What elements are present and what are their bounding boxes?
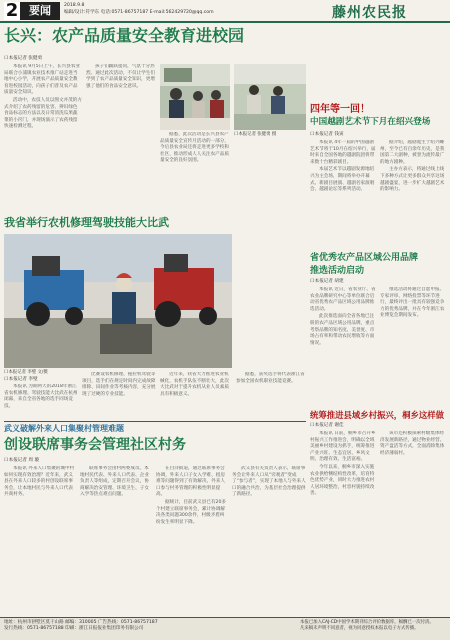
footer-distribution: 发行热线：0571-86757188 印刷：浙江日报报业集团印务有限公司 (4, 626, 144, 632)
footer-notice-1: 本报已加入CAJ-CD中国学术期刊综合评价数据库，稿酬已一次付清。 (300, 620, 434, 625)
footer-notice (300, 620, 450, 640)
article3-photo (4, 234, 232, 368)
article1-photo (160, 64, 230, 130)
article4-para-3: 推选活动将通过自愿申报、专家评审、网络投票等环节进行，最终评出一批具有较强竞争力的优秀品牌，并在今年浙江农业博览会期间发布。 (380, 287, 445, 319)
footer-notice-2: 凡来稿未声明不同意者，视为同意授权本报以电子方式传播。 (300, 626, 419, 631)
article5-col1 (310, 431, 376, 611)
article5-col2 (380, 431, 446, 611)
article6-col3 (156, 466, 228, 614)
editor-contacts: 编辑/设计:符学东 电话:0571-86757187 E-mail:562429720@qq.com (64, 9, 214, 15)
article4-title: 省优秀农产品区域公用品牌 (310, 253, 419, 263)
header-rule (0, 21, 450, 23)
article3-title: 我省举行农机修理驾驶技能大比武 (4, 216, 169, 229)
article5-byline: 口本报记者 谢佳 (310, 423, 344, 428)
article5-para-1: 本报讯 日前，桐乡市召开乡村振兴工作推进会，明确以全域美丽乡村建设为抓手，统筹推进产业兴旺、生态宜居、乡风文明、治理有效、生活富裕。 (310, 431, 376, 463)
article3-col3 (160, 372, 230, 418)
article6-rule (4, 421, 306, 422)
article4-col1 (310, 287, 376, 405)
article1-title: 长兴：农产品质量安全教育进校园 (4, 26, 245, 45)
article3-col4 (236, 372, 306, 418)
article6-col2 (80, 466, 152, 614)
section-name: 要闻 (20, 2, 60, 20)
article5-para-2: 今年以来，桐乡市深入实施农业供给侧结构性改革，培育特色优势产业，同时大力推进农村人居环境整治，村容村貌持续改善。 (310, 464, 375, 497)
article3-byline: 口本报记者 李璧 (4, 377, 38, 382)
article3-para-2: 比赛设农机修理、拖拉机驾驶等项目，选手们在规定时间内完成故障排除、田间作业等考核内容，充分展现了过硬的专业技能。 (82, 372, 156, 397)
article2-para-3: 据介绍，越剧诞生于绍兴嵊州，至今已有百余年历史，是我国第二大剧种，被誉为流传最广的地方剧种。 (380, 140, 445, 165)
article1-para-2: 活动中，农技人员以图文并茂的方式介绍了农药残留的危害、辨识绿色食品标志的方法以及日常清洗瓜果蔬菜的小窍门，并现场演示了农药残留快速检测过程。 (4, 97, 82, 130)
article6-title: 创设联席事务会管理社区村务 (4, 437, 186, 453)
article3-col1 (4, 384, 78, 418)
article6-col1 (4, 466, 76, 614)
article6-para-1: 本报讯 外来人口集聚的城中村如何实现有效治理？近年来，武义县在外来人口较多的村创设联席事务会，让本地村民与外来人口代表共商村务。 (4, 466, 75, 498)
article2-title: 四年等一回！ (310, 104, 370, 115)
article6-para-3: 在白洋街道，通过联席事务会协调，外来人口子女入学难、租房难等问题得到了有效解决，外来人口参与村务管理的积极性明显提高。 (156, 466, 225, 498)
article3-para-1: 本报讯 为期两天的2018年浙江省农机修理、驾驶技能大比武在杭州闭幕，来自全省各地的选手同场竞技。 (4, 384, 78, 409)
page-number: 2 (5, 0, 19, 21)
footer-address: 地址：杭州市拱墅区莫干山路 邮编：310005 广告热线：0571-86757187 (4, 620, 158, 625)
article4-para-1: 本报讯 近日，省农业厅、省农业品牌研究中心等单位联合启动省优秀农产品区域公用品牌推选活动。 (310, 287, 376, 312)
article3-para-4: 据悉，获奖选手将代表浙江省参加全国农机职业技能竞赛。 (236, 372, 305, 384)
article5-para-3: 该市还积极探索村级集体经济发展新路径，通过物业经营、资产盘活等方式，全面消除集体经济薄弱村。 (380, 431, 445, 456)
article1-photo-2 (234, 64, 306, 130)
article3-col2 (82, 372, 156, 418)
newspaper-logo: 藤州农民报 (332, 5, 407, 21)
article1-col1 (4, 64, 82, 210)
footer-info (4, 620, 294, 632)
article2-col1 (310, 140, 376, 246)
article2-para-1: 本报讯 4年一届的中国越剧艺术节将于10月在绍兴举行，届时来自全国各地的越剧院团将带来数十台精彩剧目。 (310, 140, 376, 165)
article5-title: 统筹推进县域乡村振兴，桐乡这样做 (310, 410, 444, 420)
article6-para-4: 据统计，目前武义县已有20多个村建立联席事务会，累计协调解决各类问题300余件，村级矛盾纠纷发生率明显下降。 (156, 499, 226, 525)
issue-date: 2018.9.8 (64, 3, 85, 8)
article2-subtitle: 中国越剧艺术节下月在绍兴登场 (310, 117, 431, 127)
article3-caption: 口本报记者 李璧 文/摄 (4, 370, 48, 375)
article1-para-4: 据悉，此次活动是长兴县农产品质量安全宣传月活动的一部分，今后县农业局还将走进更多学校和社区，推动形成人人关注农产品质量安全的良好氛围。 (160, 132, 229, 164)
article4-subtitle: 推选活动启动 (310, 266, 365, 276)
article4-byline: 口本报记者 胡建 (310, 279, 344, 284)
article2-para-2: 本届艺术节以越剧发源地绍兴为主会场，期间将举办开幕式、新剧目展演、越剧名家演唱会、越剧论坛等系列活动。 (310, 167, 375, 193)
article6-col4 (232, 466, 306, 614)
article1-para-1: 本报讯 9月5日上午，长兴县农业局联合小浦镇农业技术推广站走进当地中心小学，开展农产品质量安全教育进校园活动，向孩子们普及农产品质量安全知识。 (4, 64, 81, 96)
header-meta (64, 3, 214, 16)
article1-col3 (160, 132, 230, 210)
article2-para-4: 主办方表示，将通过线上线下多种方式让更多群众共享这场越剧盛宴，进一步扩大越剧艺术的影响力。 (380, 167, 445, 193)
article1-col2 (86, 64, 156, 210)
article1-byline: 口本报记者 张健勇 (4, 56, 43, 61)
article2-col2 (380, 140, 446, 246)
article4-col2 (380, 287, 446, 405)
article6-para-2: 联席事务会由村两委成员、本地村民代表、外来人口代表、企业负责人等组成，定期召开会议，协商解决治安管理、环境卫生、子女入学等热点难点问题。 (80, 466, 149, 498)
article6-byline: 口本报记者 周 璇 (4, 458, 40, 463)
article3-para-3: 近年来，我省大力推进农业机械化，农机手队伍不断壮大，此次大比武对于提升农机从业人员素质具有积极意义。 (160, 372, 229, 397)
article6-kicker: 武义破解外来人口集聚村管理难题 (4, 424, 124, 433)
article1-para-3: 孩子们踊跃提问，气氛十分热烈。通过此次活动，不仅让学生们学到了农产品质量安全知识，更增强了他们的食品安全意识。 (86, 64, 155, 89)
article1-caption: 口本报记者 张健勇 摄 (234, 132, 277, 137)
article2-byline: 口本报记者 钱寅 (310, 132, 344, 137)
article4-para-2: 此次推选面向全省各地已注册的农产品区域公用品牌，重点考察品牌的知名度、美誉度、市场占有率和带动农民增收等方面情况。 (310, 314, 375, 346)
article6-para-5: 武义县有关负责人表示，联席事务会让外来人口从“旁观者”变成了“参与者”，实现了本地人与外来人口的融合共治，为基层社会治理提供了新路径。 (232, 466, 306, 498)
